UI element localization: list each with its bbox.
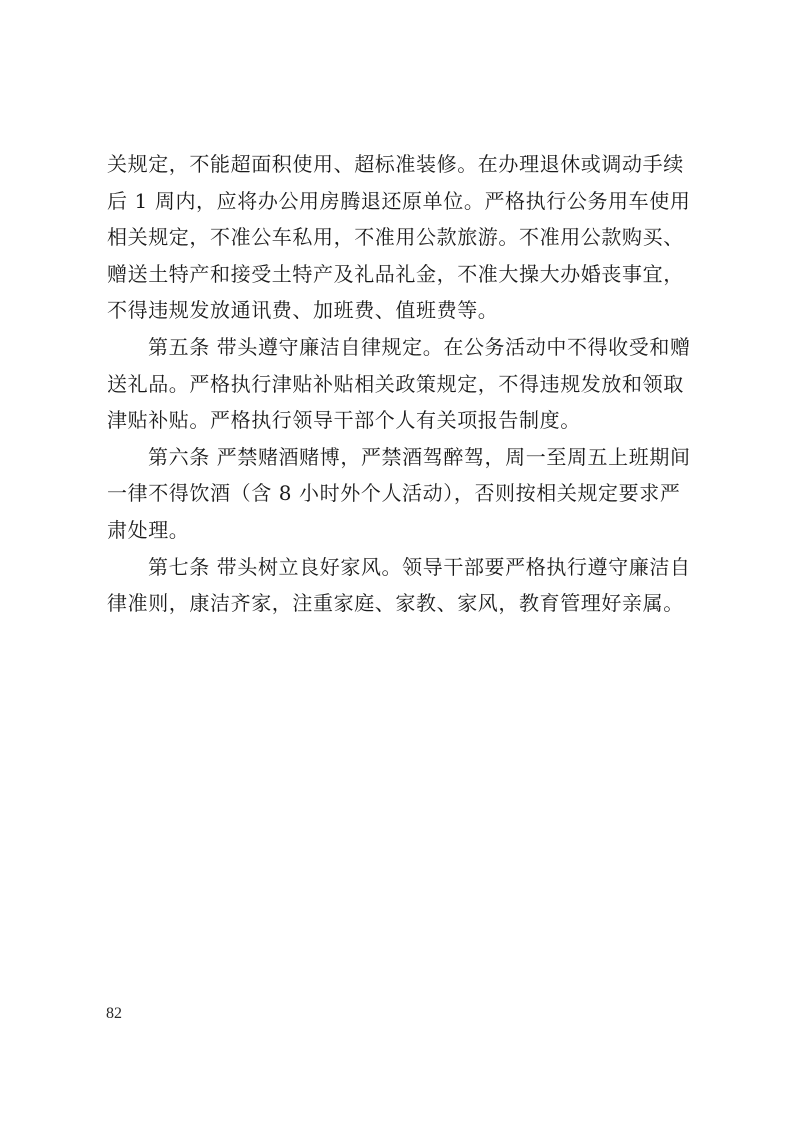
text-line: 不得违规发放通讯费、加班费、值班费等。 — [107, 298, 499, 323]
text-line: 送礼品。严格执行津贴补贴相关政策规定，不得违规发放和领取 — [107, 371, 684, 396]
paragraph-first-line: 第六条 严禁赌酒赌博，严禁酒驾醉驾，周一至周五上班期间 — [148, 444, 691, 469]
text-line: 一律不得饮酒（含 8 小时外个人活动），否则按相关规定要求严 — [107, 481, 681, 506]
text-line: 津贴补贴。严格执行领导干部个人有关项报告制度。 — [107, 408, 581, 433]
text-line: 相关规定，不准公车私用，不准用公款旅游。不准用公款购买、 — [107, 225, 684, 250]
text-line: 赠送土特产和接受土特产及礼品礼金，不准大操大办婚丧事宜， — [107, 261, 684, 286]
body-text — [107, 146, 692, 622]
text-line: 关规定，不能超面积使用、超标准装修。在办理退休或调动手续 — [107, 152, 684, 176]
text-line: 后 1 周内，应将办公用房腾退还原单位。严格执行公务用车使用 — [107, 188, 691, 213]
text-line: 肃处理。 — [107, 517, 190, 542]
paragraph-first-line: 第五条 带头遵守廉洁自律规定。在公务活动中不得收受和赠 — [148, 334, 691, 359]
text-line: 律准则，康洁齐家，注重家庭、家教、家风，教育管理好亲属。 — [107, 591, 684, 616]
page-number: 82 — [106, 1005, 122, 1022]
paragraph-first-line: 第七条 带头树立良好家风。领导干部要严格执行遵守廉洁自 — [148, 554, 691, 579]
